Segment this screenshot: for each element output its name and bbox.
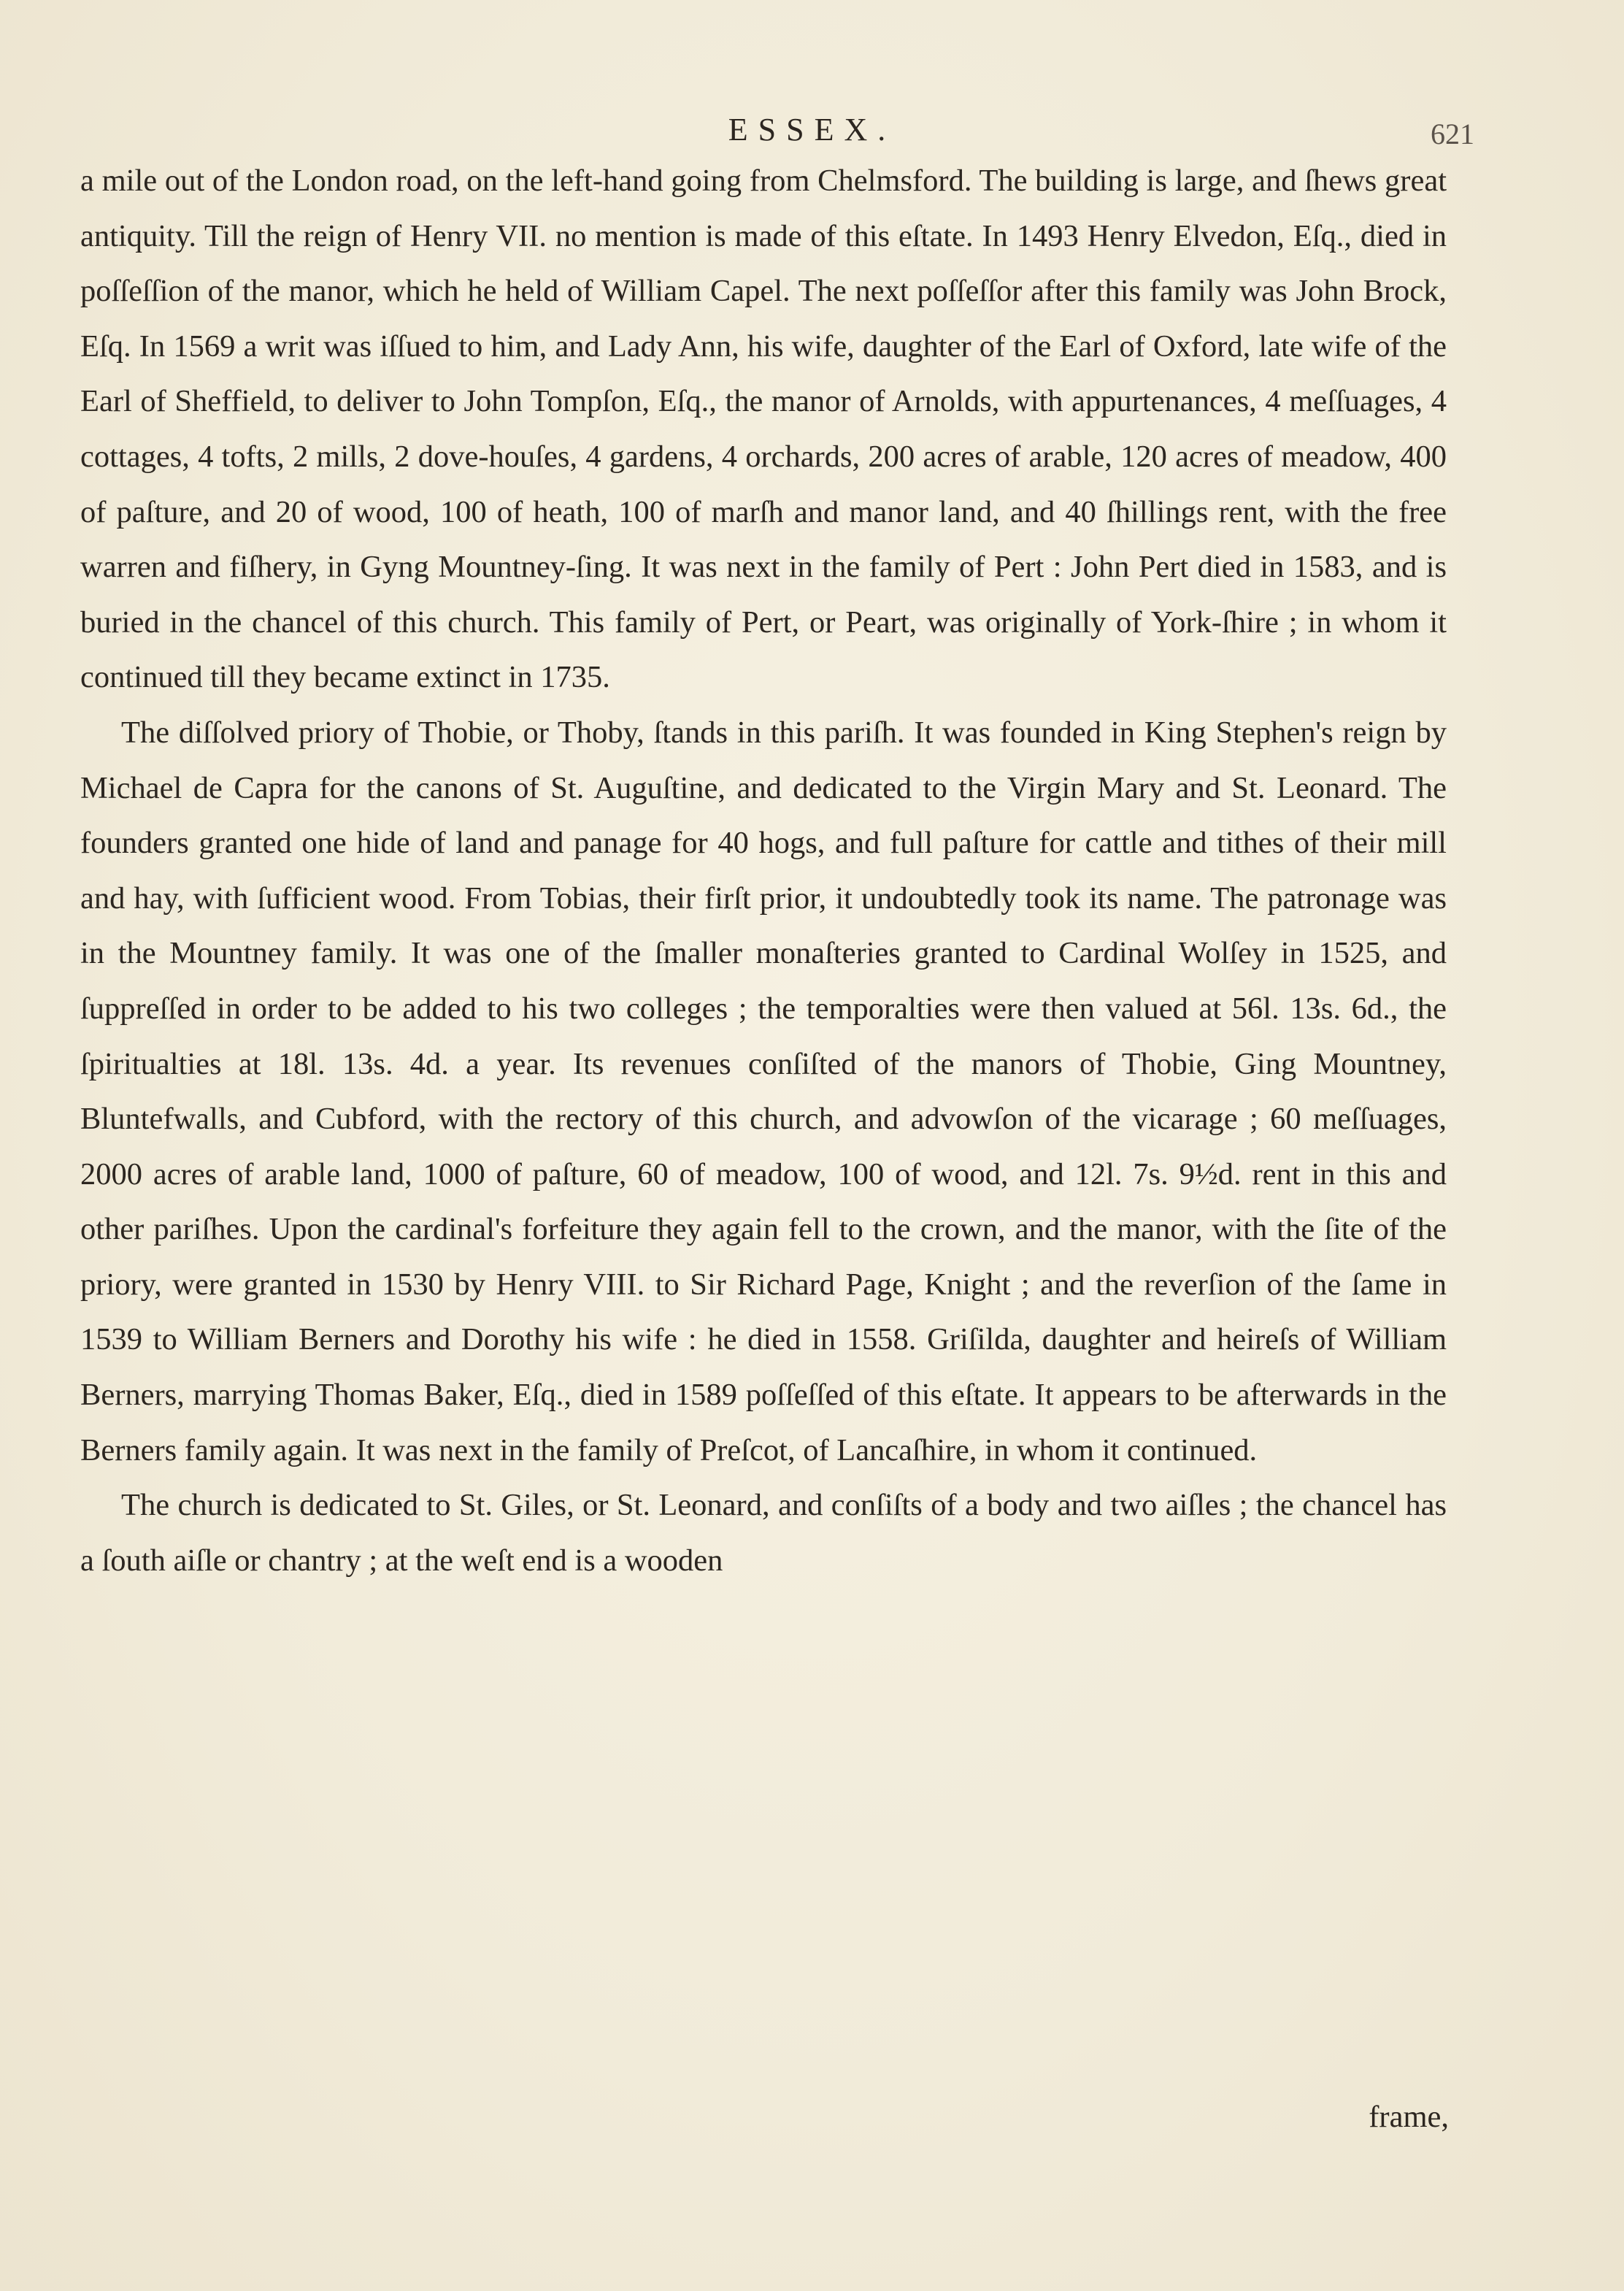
running-title: ESSEX.: [728, 112, 896, 147]
paragraph-arnolds-manor: a mile out of the London road, on the left-hand going from Chelmsford. The building is large, and ſhews great antiquity. Till the reign of Henry VII. no mention is made of this eſtate. In 1493 Henry Elvedon, Eſq., died in poſſeſſion of the manor, which he held of William Capel. The next poſſeſſor after this family was John Brock, Eſq. In 1569 a writ was iſſued to him, and Lady Ann, his wife, daughter of the Earl of Oxford, late wife of the Earl of Sheffield, to deliver to John Tompſon, Eſq., the manor of Arnolds, with appurtenances, 4 meſſuages, 4 cottages, 4 tofts, 2 mills, 2 dove-houſes, 4 gardens, 4 orchards, 200 acres of arable, 120 acres of meadow, 400 of paſture, and 20 of wood, 100 of heath, 100 of marſh and manor land, and 40 ſhillings rent, with the free warren and fiſhery, in Gyng Mountney-ſing. It was next in the family of Pert : John Pert died in 1583, and is buried in the chancel of this church. This family of Pert, or Peart, was originally of York-ſhire ; in whom it continued till they became extinct in 1735.: [80, 164, 1447, 695]
body-text: [80, 153, 1447, 1588]
page-number: 621: [1431, 118, 1474, 150]
catchword: frame,: [1369, 2100, 1449, 2134]
page-header: [0, 111, 1624, 155]
paragraph-thobie-priory: The diſſolved priory of Thobie, or Thoby, ſtands in this pariſh. It was founded in King Stephen's reign by Michael de Capra for the canons of St. Auguſtine, and dedicated to the Virgin Mary and St. Leonard. The founders granted one hide of land and panage for 40 hogs, and full paſture for cattle and tithes of their mill and hay, with ſufficient wood. From Tobias, their firſt prior, it undoubtedly took its name. The patronage was in the Mountney family. It was one of the ſmaller monaſteries granted to Cardinal Wolſey in 1525, and ſuppreſſed in order to be added to his two colleges ; the temporalties were then valued at 56l. 13s. 6d., the ſpiritualties at 18l. 13s. 4d. a year. Its revenues conſiſted of the manors of Thobie, Ging Mountney, Bluntefwalls, and Cubford, with the rectory of this church, and advowſon of the vicarage ; 60 meſſuages, 2000 acres of arable land, 1000 of paſture, 60 of meadow, 100 of wood, and 12l. 7s. 9½d. rent in this and other pariſhes. Upon the cardinal's forfeiture they again fell to the crown, and the manor, with the ſite of the priory, were granted in 1530 by Henry VIII. to Sir Richard Page, Knight ; and the reverſion of the ſame in 1539 to William Berners and Dorothy his wife : he died in 1558. Griſilda, daughter and heireſs of William Berners, marrying Thomas Baker, Eſq., died in 1589 poſſeſſed of this eſtate. It appears to be afterwards in the Berners family again. It was next in the family of Preſcot, of Lancaſhire, in whom it continued.: [80, 715, 1447, 1467]
paragraph-church: The church is dedicated to St. Giles, or St. Leonard, and conſiſts of a body and two aiſles ; the chancel has a ſouth aiſle or chantry ; at the weſt end is a wooden: [80, 1488, 1447, 1578]
